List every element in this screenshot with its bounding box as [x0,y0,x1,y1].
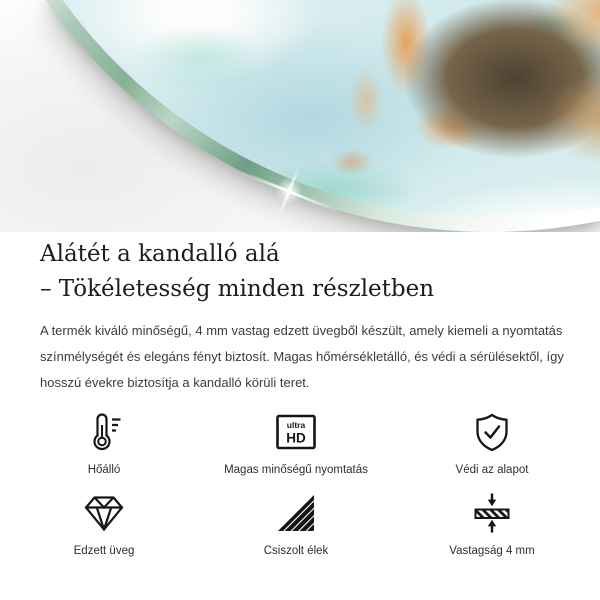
feature-label: Edzett üveg [73,545,135,557]
product-description: A termék kiváló minőségű, 4 mm vastag edzett üvegből készült, amely kiemeli a nyomtatás színmélységét és elegáns fényt biztosít. Magas hőmérsékletálló, és védi a sérülésektől, így hosszú évekre biztosítja a kandalló körüli teret. [40,323,564,390]
shield-check-icon [470,409,514,455]
feature-protects-base [424,409,560,478]
feature-grid [0,409,600,559]
thermometer-icon [82,409,126,455]
ultra-hd-icon-text-top: ultra [286,420,306,430]
page-title-line1: Alátét a kandalló alá [40,241,280,267]
feature-thickness [424,490,560,559]
diamond-icon [82,490,126,536]
hero-product-photo [0,0,600,232]
page-title [40,237,560,307]
feature-label: Magas minőségű nyomtatás [224,464,368,476]
feature-label: Vastagság 4 mm [449,545,535,557]
page-title-line2: – Tökéletesség minden részletben [40,276,435,302]
feature-label: Védi az alapot [455,464,529,476]
feature-tempered-glass [40,490,168,559]
ultra-hd-icon [274,409,318,455]
feature-label: Hőálló [87,464,121,476]
feature-label: Csiszolt élek [263,545,329,557]
feature-heat-resistant [40,409,168,478]
feature-polished-edges [168,490,424,559]
feature-ultra-hd-print [168,409,424,478]
ultra-hd-icon-text-bottom: HD [286,430,306,446]
polished-edges-icon [274,490,318,536]
thickness-icon [470,490,514,536]
